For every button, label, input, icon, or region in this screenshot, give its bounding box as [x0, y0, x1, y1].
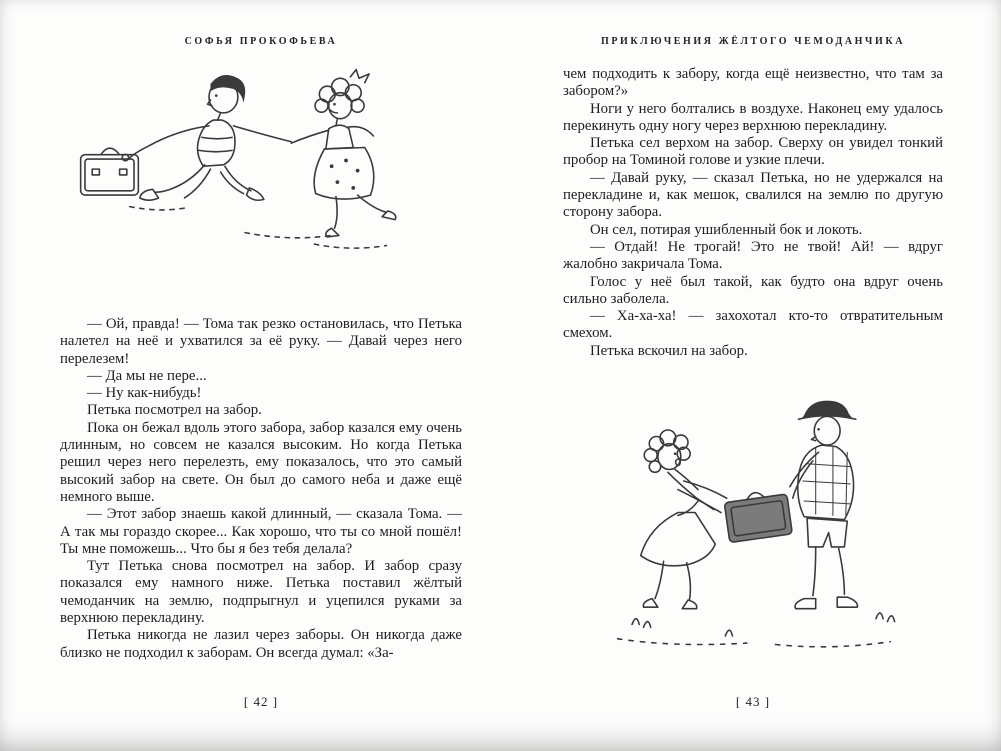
paragraph: — Ну как-нибудь! [87, 385, 202, 402]
paragraph: чем подходить к забору, когда ещё неизвестно, что там за забором?» [563, 66, 943, 100]
right-page-number: [ 43 ] [735, 694, 771, 709]
paragraph: Ноги у него болтались в воздухе. Наконец ему удалось перекинуть одну ногу через верхнюю перекладину. [563, 100, 943, 134]
paragraph: — Давай руку, — сказал Петька, но не удержался на перекладине и, как мешок, свалился на землю по другую сторону забора. [563, 169, 943, 221]
paragraph: — Ой, правда! — Тома так резко остановилась, что Петька налетел на неё и ухватился за её руку. — Давай через него перелезем! [60, 316, 462, 367]
girl-figure [641, 430, 727, 609]
running-head-title: ПРИКЛЮЧЕНИЯ ЖЁЛТОГО ЧЕМОДАНЧИКА [600, 36, 906, 47]
suitcase-icon [723, 488, 792, 542]
paragraph: Он сел, потирая ушибленный бок и локоть. [590, 221, 863, 238]
paragraph: — Ха-ха-ха! — захохотал кто-то отвратительным смехом. [563, 308, 943, 342]
suitcase-struggle-drawing [589, 380, 919, 668]
right-page-text [563, 66, 943, 360]
running-children-drawing [72, 62, 447, 308]
ground-strokes [618, 613, 895, 647]
ground-strokes [130, 207, 387, 249]
illustration-suitcase-struggle [589, 380, 919, 668]
left-page-text [60, 316, 462, 662]
paragraph: Тут Петька снова посмотрел на забор. И забор сразу показался ему намного ниже. Петька поставил жёлтый чемоданчик на землю, подпрыгнул и уцепился руками за верхнюю перекладину. [60, 558, 462, 627]
paragraph: — Этот забор знаешь какой длинный, — сказала Тома. — А так мы гораздо скорее... Как хорошо, что ты со мной пошёл! Ты мне поможешь... Что бы я без тебя делала? [60, 506, 462, 557]
girl-figure [291, 70, 395, 237]
paragraph: Петька вскочил на забор. [590, 342, 748, 359]
suitcase-icon [81, 148, 139, 195]
paragraph: Петька никогда не лазил через заборы. Он никогда даже близко не подходил к заборам. Он всегда думал: «За- [60, 627, 462, 661]
paragraph: Петька посмотрел на забор. [87, 402, 262, 419]
running-head-author: СОФЬЯ ПРОКОФЬЕВА [184, 36, 338, 47]
page-left [60, 0, 462, 751]
paragraph: Голос у неё был такой, как будто она вдруг очень сильно заболела. [563, 273, 943, 307]
paragraph: — Да мы не пере... [87, 367, 207, 384]
paragraph: Пока он бежал вдоль этого забора, забор казался ему очень длинным, но совсем не казался высоким. Но когда Петька решил через него перелезть, ему показалось, что это самый высокий забор на свете. Он был до самого неба и даже ещё немного выше. [60, 419, 462, 505]
illustration-running-children [72, 62, 447, 308]
boy-figure [790, 401, 858, 609]
page-right [563, 0, 943, 751]
paragraph: — Отдай! Не трогай! Это не твой! Ай! — вдруг жалобно закричала Тома. [563, 238, 943, 273]
paragraph: Петька сел верхом на забор. Сверху он увидел тонкий пробор на Томиной голове и узкие плечи. [563, 135, 943, 169]
boy-figure [122, 75, 291, 200]
left-page-number: [ 42 ] [243, 694, 279, 709]
